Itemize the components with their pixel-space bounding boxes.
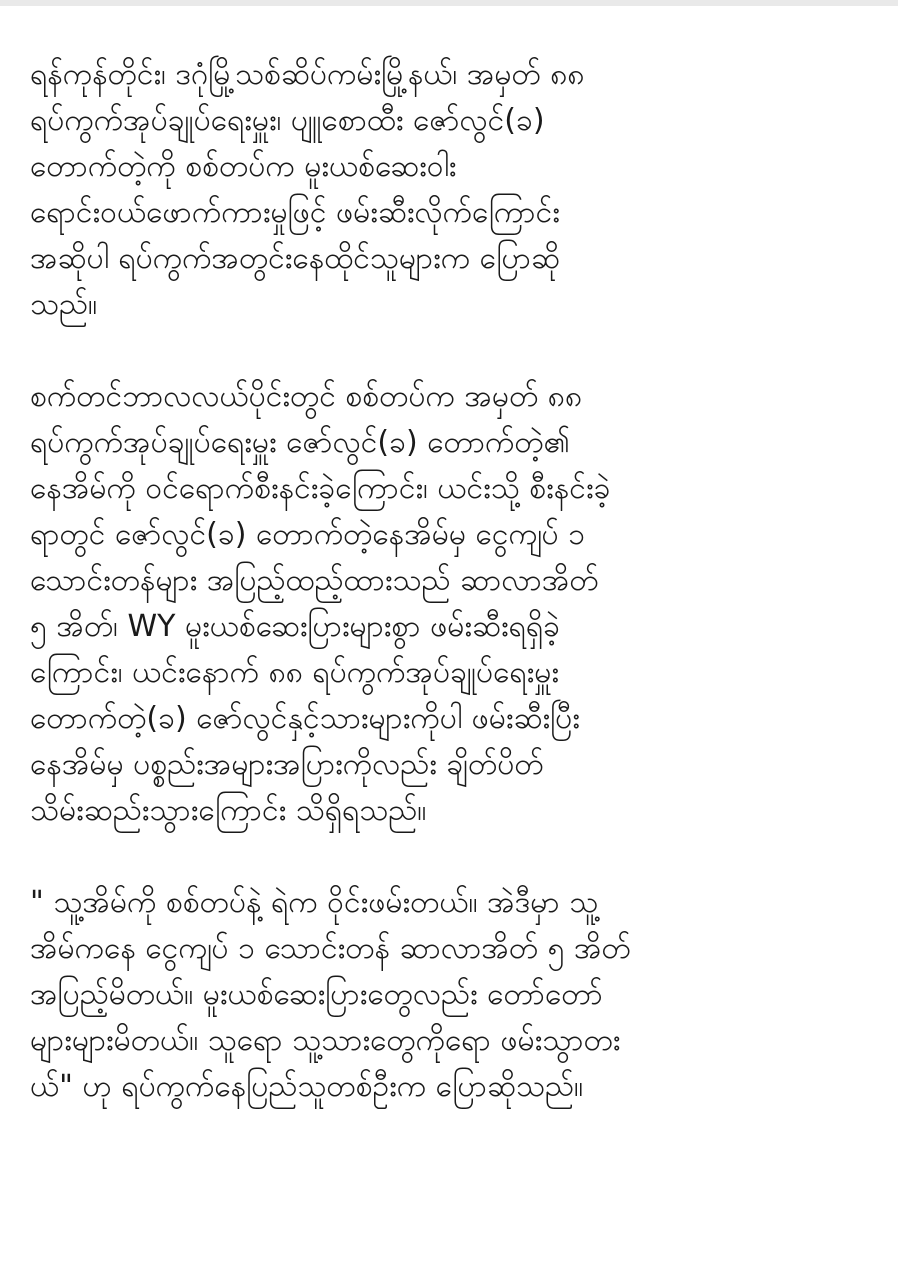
text-line: တောက်တဲ့ကို စစ်တပ်က မူးယစ်ဆေးဝါး (30, 149, 457, 184)
text-line: အပြည့်မိတယ်။ မူးယစ်ဆေးပြားတွေလည်း တော်တော် (30, 977, 603, 1012)
text-line: အဆိုပါ ရပ်ကွက်အတွင်းနေထိုင်သူများက ပြောဆို (30, 241, 560, 276)
text-line: ရာတွင် ဇော်လွင်(ခ) တောက်တဲ့နေအိမ်မှ ငွေကျပ် ၁ (30, 517, 586, 552)
article-body (30, 52, 880, 1110)
text-line: သိမ်းဆည်းသွားကြောင်း သိရှိရသည်။ (30, 793, 427, 828)
text-line: များများမိတယ်။ သူရော သူ့သားတွေကိုရော ဖမ်းသွာတး (30, 1023, 621, 1058)
paragraph-1 (30, 52, 880, 328)
text-line: ယ်" ဟု ရပ်ကွက်နေပြည်သူတစ်ဦးက ပြောဆိုသည်။ (30, 1069, 584, 1104)
text-line: ရန်ကုန်တိုင်း၊ ဒဂုံမြို့သစ်ဆိပ်ကမ်းမြို့နယ်၊ အမှတ် ၈၈ (30, 57, 585, 92)
text-line: နေအိမ်ကို ဝင်ရောက်စီးနင်းခဲ့ကြောင်း၊ ယင်းသို့ စီးနင်းခဲ့ (30, 471, 611, 506)
text-line: ရပ်ကွက်အုပ်ချုပ်ရေးမှူး၊ ပျူစောထီး ဇော်လွင်(ခ) (30, 103, 545, 138)
text-line: ၅ အိတ်၊ WY မူးယစ်ဆေးပြားများစွာ ဖမ်းဆီးရရှိခဲ့ (30, 609, 560, 644)
top-divider (0, 0, 898, 6)
text-line: သည်။ (30, 287, 98, 322)
text-line: ကြောင်း၊ ယင်းနောက် ၈၈ ရပ်ကွက်အုပ်ချုပ်ရေးမှူး (30, 655, 559, 690)
paragraph-3-quote (30, 880, 880, 1110)
text-line: တောက်တဲ့(ခ) ဇော်လွင်နှင့်သားများကိုပါ ဖမ်းဆီးပြီး (30, 701, 580, 736)
text-line: နေအိမ်မှ ပစ္စည်းအများအပြားကိုလည်း ချိတ်ပိတ် (30, 747, 544, 782)
text-line: စက်တင်ဘာလလယ်ပိုင်းတွင် စစ်တပ်က အမှတ် ၈၈ (30, 379, 583, 414)
paragraph-gap (30, 328, 880, 374)
text-line: ရပ်ကွက်အုပ်ချုပ်ရေးမှူး ဇော်လွင်(ခ) တောက်တဲ့၏ (30, 425, 571, 460)
paragraph-gap (30, 834, 880, 880)
paragraph-2 (30, 374, 880, 834)
text-line: " သူ့အိမ်ကို စစ်တပ်နဲ့ ရဲက ဝိုင်းဖမ်းတယ်။ အဲဒီမှာ သူ့ (30, 885, 599, 920)
text-line: ရောင်းဝယ်ဖောက်ကားမှုဖြင့် ဖမ်းဆီးလိုက်ကြောင်း (30, 195, 560, 230)
text-line: သောင်းတန်များ အပြည့်ထည့်ထားသည် ဆာလာအိတ် (30, 563, 599, 598)
text-line: အိမ်ကနေ ငွေကျပ် ၁ သောင်းတန် ဆာလာအိတ် ၅ အိတ် (30, 931, 631, 966)
